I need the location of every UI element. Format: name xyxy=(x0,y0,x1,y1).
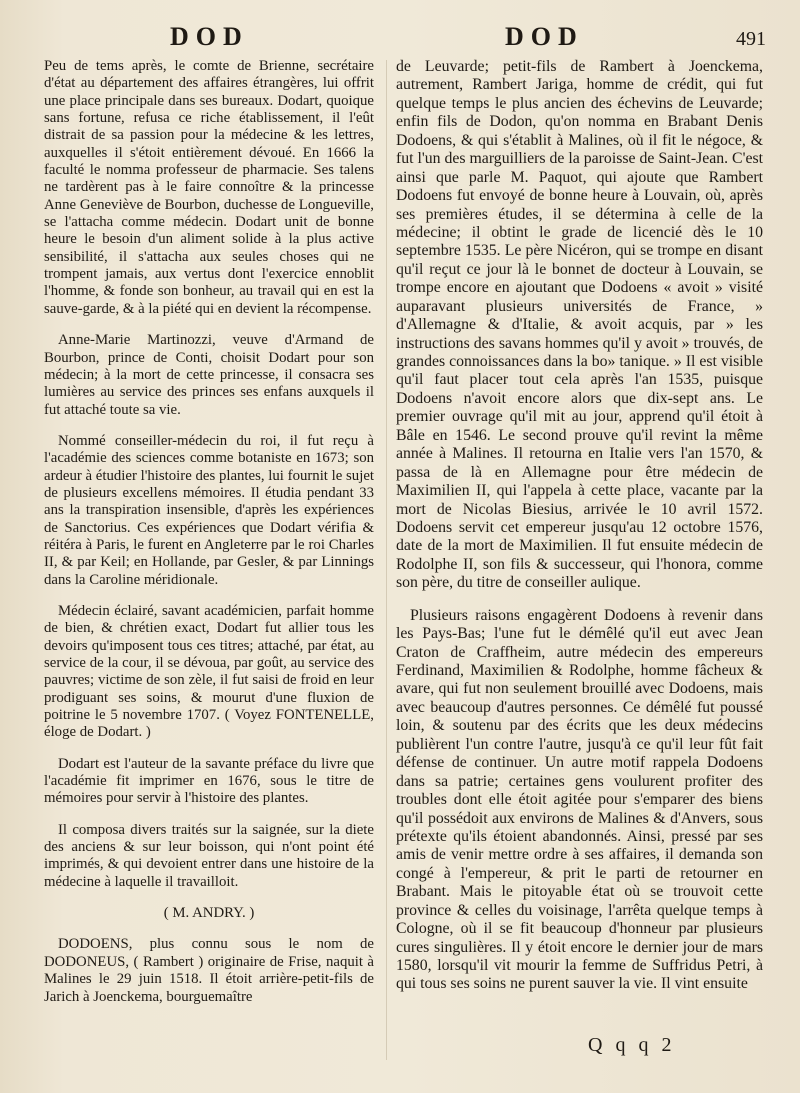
right-column xyxy=(396,58,763,1008)
header-left-word: DOD xyxy=(170,22,249,51)
paragraph-dodart-career: Peu de tems après, le comte de Brienne, secrétaire d'état au département des affaires étrangères, lui offrit une place principale dans ses bureaux. Dodart, quoique sans fortune, refusa ce riche établissement, il l'eût distrait de sa passion pour la médecine & les lettres, auxquelles il s'étoit entièrement dévoué. En 1666 la faculté le nomma professeur de pharmacie. Ses talens ne tardèrent pas à le faire connoître & la princesse Anne Geneviève de Bourbon, duchesse de Longueville, se l'attacha comme médecin. Dodart unit de bonne heure le besoin d'un aliment solide à la plus active sensibilité, il s'attacha aux seules choses qui ne trompent jamais, aux vertus dont l'exercice ennoblit l'homme, & fonde son bonheur, au travail qui en est la sauve-garde, & à la piété qui en devient la récompense. xyxy=(44,58,374,317)
author-signature: ( M. ANDRY. ) xyxy=(163,905,255,922)
page-number: 491 xyxy=(736,28,766,50)
header-right-word: DOD xyxy=(505,22,584,51)
column-gutter xyxy=(386,60,387,1060)
printer-signature-mark: Q q q 2 xyxy=(588,1034,676,1056)
paragraph-preface: Dodart est l'auteur de la savante préface du livre que l'académie fit imprimer en 1676, sous le titre de mémoires pour servir à l'histoire des plantes. xyxy=(44,755,374,807)
paragraph-dodoens-origins: de Leuvarde; petit-fils de Rambert à Joenckema, autrement, Rambert Jariga, homme de crédit, qui fut quelque temps le plus ancien des échevins de Leuvarde; enfin fils de Dodon, qu'on nomma en Brabant Denis Dodoens, & qui s'établit à Malines, où il fit le négoce, & fut l'un des marguilliers de la paroisse de Saint-Jean. C'est ainsi que parle M. Paquot, qui ajoute que Rambert Dodoens fut envoyé de bonne heure à Louvain, où, après ses premières études, il se détermina à celle de la médecine; il obtint le grade de licencié dès le 10 septembre 1535. Le père Nicéron, qui se trompe en disant qu'il reçut ce jour là le bonnet de docteur à Louvain, se trompe encore en ajoutant que Dodoens « avoit » visité auparavant plusieurs universités de France, » d'Allemagne & d'Italie, & avoit acquis, par » les instructions des savans hommes qu'il y avoit » trouvés, de grandes connoissances dans la bo» tanique. » Il est visible qu'il faut placer tout cela après l'an 1535, puisque Dodoens n'avoit encore alors que dix-sept ans. Le premier ouvrage qu'il mit au jour, apprend qu'il étoit à Bâle en 1546. Le second prouve qu'il revint la même année à Malines. Il retourna en Italie vers l'an 1570, & passa de là en Allemagne pour être médecin de Maximilien II, qui l'appela à cette place, vacante par la mort de Nicolas Biesius, arrivée le 10 avril 1572. Dodoens servit cet empereur jusqu'au 12 octobre 1576, date de la mort de Maximilien. Il fut ensuite médecin de Rodolphe II, son fils & successeur, qui l'honora, comme son père, du titre de conseiller aulique. xyxy=(396,58,763,592)
paragraph-dodoens-return: Plusieurs raisons engagèrent Dodoens à revenir dans les Pays-Bas; l'une fut le démêlé qu'il eut avec Jean Craton de Craffheim, autre médecin des empereurs Ferdinand, Maximilien & Rodolphe, homme fâcheux & avare, qui fut non seulement brouillé avec Dodoens, mais avec beaucoup d'autres personnes. Ce démêlé fut poussé loin, & soutenu par des écrits que les deux médecins publièrent l'un contre l'autre, jusqu'à ce qu'il leur fût fait défense de continuer. Un autre motif rappela Dodoens dans sa patrie; certaines gens voulurent profiter des troubles dont elle étoit agitée pour s'emparer des biens qu'il possédoit aux environs de Malines & d'Anvers, sous prétexte qu'ils étoient abandonnés. Ainsi, pressé par ses amis de venir mettre ordre à ses affaires, il demanda son congé à l'empereur, & prit le parti de retourner en Brabant. Mais le pitoyable état où se trouvoit cette province & celles du voisinage, l'arrêta quelque temps à Cologne, où il se fit beaucoup d'honneur par plusieurs cures singulières. Il y étoit encore le dernier jour de mars 1580, lorsqu'il vit mourir la femme de Suffridus Petri, à qui tous ses soins ne purent sauver la vie. Il vint ensuite xyxy=(396,606,763,993)
paragraph-conti: Anne-Marie Martinozzi, veuve d'Armand de Bourbon, prince de Conti, choisit Dodart pour son médecin; à la mort de cette princesse, il consacra ses lumières au service des princes ses enfans auxquels il fut attaché toute sa vie. xyxy=(44,332,374,418)
left-column xyxy=(44,58,374,1020)
paragraph-treatises: Il composa divers traités sur la saignée, sur la diete des anciens & sur leur boisson, qui n'ont point été imprimés, & qui devoient entrer dans une histoire de la médecine à laquelle il travailloit. xyxy=(44,821,374,890)
running-header xyxy=(0,22,800,56)
entry-dodoens-start: DODOENS, plus connu sous le nom de DODONEUS, ( Rambert ) originaire de Frise, naquit à Malines le 29 juin 1518. Il étoit arrière-petit-fils de Jarich à Joenckema, bourguemaître xyxy=(44,936,374,1005)
paragraph-character-death: Médecin éclairé, savant académicien, parfait homme de bien, & chrétien exact, Dodart fut allier tous les devoirs qu'imposent tous ces titres; attaché, par état, au service de la cour, il se dévoua, par goût, au service des pauvres; victime de son zèle, il fut saisi de froid en leur prodiguant ses soins, & mourut d'une fluxion de poitrine le 5 novembre 1707. ( Voyez FONTENELLE, éloge de Dodart. ) xyxy=(44,602,374,741)
paragraph-academy: Nommé conseiller-médecin du roi, il fut reçu à l'académie des sciences comme botaniste en 1673; son ardeur à étudier l'histoire des plantes, lui fournit le sujet de plusieurs excellens mémoires. Il étudia pendant 33 ans la transpiration insensible, d'après les expériences de Sanctorius. Ces expériences que Dodart vérifia & réitéra à Paris, le furent en Angleterre par le roi Charles II, & par Keil; en Hollande, par Gesler, & par Linnings dans la Caroline méridionale. xyxy=(44,432,374,588)
